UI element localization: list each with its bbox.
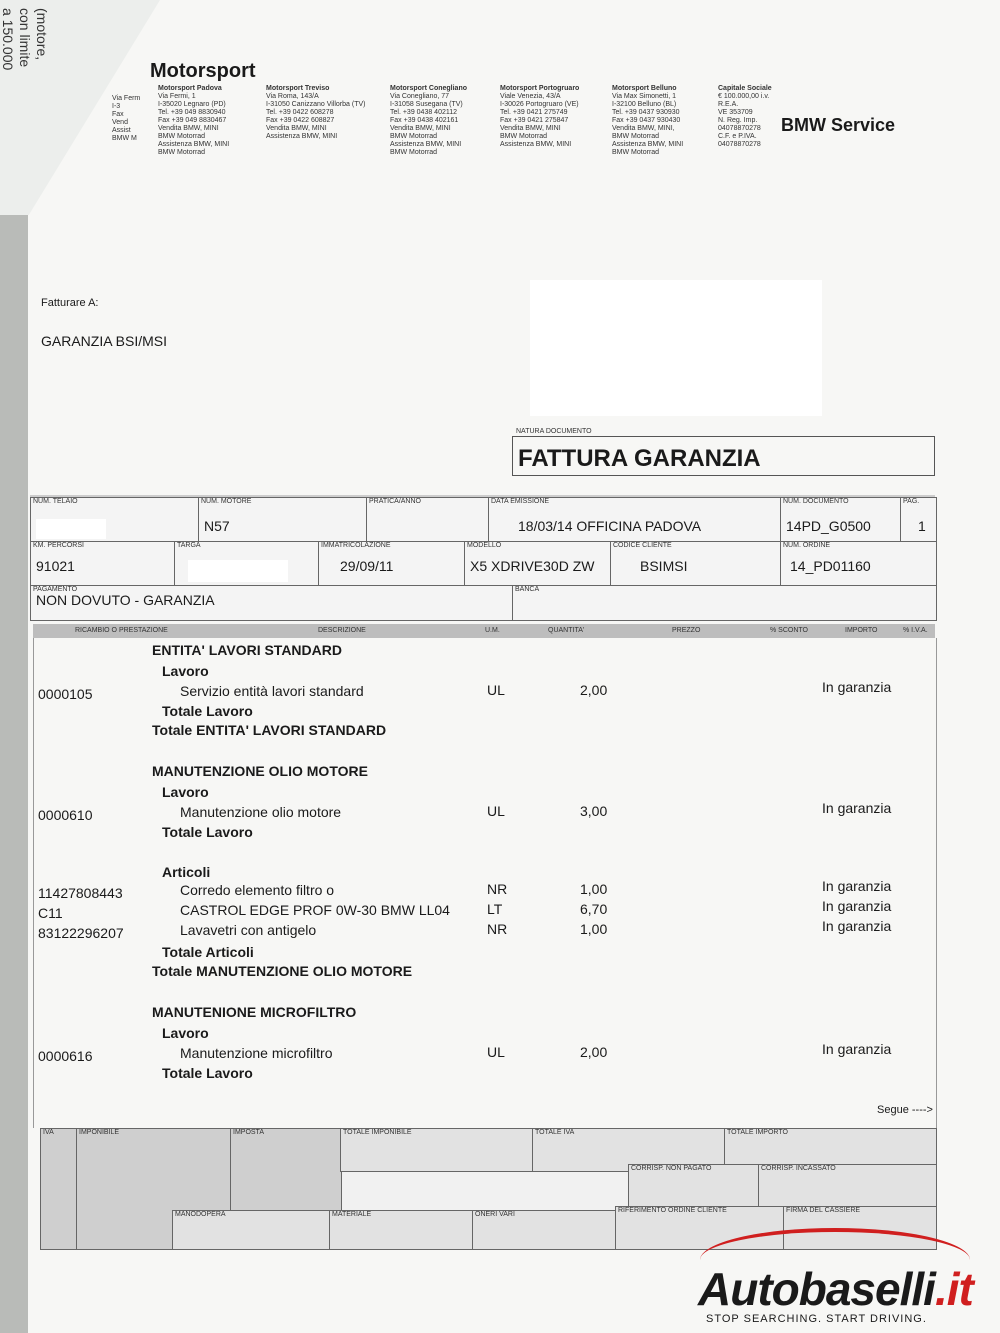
redacted-telaio [36, 519, 106, 539]
item-quantity: 2,00 [580, 682, 608, 698]
item-note: In garanzia [822, 679, 892, 695]
branch-line: Tel. +39 0438 402112 [390, 109, 458, 116]
footer-label-totale_importo: TOTALE IMPORTO [727, 1129, 788, 1136]
item-description: Manutenzione olio motore [180, 804, 342, 820]
item-quantity: 3,00 [580, 803, 608, 819]
column-header: DESCRIZIONE [318, 627, 366, 634]
field-value-codcliente: BSIMSI [640, 558, 688, 574]
footer-label-imponibile: IMPONIBILE [79, 1129, 120, 1136]
branch-line: € 100.000,00 i.v. [718, 93, 770, 100]
branch-line: Tel. +39 0421 275749 [500, 109, 568, 116]
column-header: QUANTITA' [548, 627, 585, 634]
footer-label-iva: IVA [43, 1129, 54, 1136]
item-unit: NR [487, 921, 508, 937]
subsection-heading: Lavoro [162, 1025, 209, 1041]
branch-line: Vendita BMW, MINI [390, 125, 451, 132]
field-label-numordine: NUM. ORDINE [783, 542, 831, 549]
item-quantity: 2,00 [580, 1044, 608, 1060]
field-value-data: 18/03/14 OFFICINA PADOVA [518, 518, 702, 534]
branch-line: BMW Motorrad [158, 149, 206, 156]
branch-line: Vend [112, 119, 128, 126]
branch-line: Via Max Simonetti, 1 [612, 93, 677, 100]
field-label-telaio: NUM. TELAIO [33, 498, 78, 505]
footer-label-corrisp_incassato: CORRISP. INCASSATO [761, 1165, 836, 1172]
footer-label-oneri_vari: ONERI VARI [475, 1211, 515, 1218]
branch-name: Motorsport Treviso [266, 85, 330, 92]
item-quantity: 1,00 [580, 881, 608, 897]
footer-label-imposta: IMPOSTA [233, 1129, 264, 1136]
field-label-pag: PAG. [903, 498, 920, 505]
branch-column [390, 85, 500, 157]
item-code: C11 [38, 905, 63, 921]
section-heading: ENTITA' LAVORI STANDARD [152, 642, 342, 658]
branch-line: Assistenza BMW, MINI [500, 141, 572, 148]
redacted-address [530, 280, 822, 416]
document-type: FATTURA GARANZIA [518, 445, 761, 472]
bmw-service-label: BMW Service [781, 115, 896, 135]
branch-line: N. Reg. Imp. [718, 117, 758, 124]
branch-line: BMW Motorrad [500, 133, 548, 140]
branch-line: Fax +39 0421 275847 [500, 117, 569, 124]
item-code: 0000610 [38, 807, 93, 823]
branch-line: C.F. e P.IVA. [718, 133, 757, 140]
field-value-pag: 1 [918, 518, 926, 534]
branch-line: Vendita BMW, MINI [158, 125, 219, 132]
item-description: Lavavetri con antigelo [180, 922, 317, 938]
branch-line: Fax +39 0437 930430 [612, 117, 681, 124]
column-header: IMPORTO [845, 627, 878, 634]
item-code: 0000105 [38, 686, 93, 702]
branch-line: I-31050 Canizzano Villorba (TV) [266, 101, 366, 108]
section-heading: Totale ENTITA' LAVORI STANDARD [152, 722, 387, 738]
branch-line: 04078870278 [718, 141, 761, 148]
subsection-heading: Totale Articoli [162, 944, 254, 960]
item-unit: LT [487, 901, 503, 917]
column-header: PREZZO [672, 627, 701, 634]
field-value-km: 91021 [36, 558, 75, 574]
field-banca [512, 585, 937, 621]
item-code: 11427808443 [38, 885, 123, 901]
watermark-name: Autobaselli [698, 1263, 935, 1315]
document-type-label: NATURA DOCUMENTO [516, 428, 592, 435]
item-code: 0000616 [38, 1048, 93, 1064]
branch-line: I-35020 Legnaro (PD) [158, 101, 226, 108]
field-label-motore: NUM. MOTORE [201, 498, 252, 505]
footer-label-totale_iva: TOTALE IVA [535, 1129, 575, 1136]
column-header: U.M. [485, 627, 500, 634]
branch-line: Vendita BMW, MINI [266, 125, 327, 132]
item-note: In garanzia [822, 878, 892, 894]
subsection-heading: Totale Lavoro [162, 703, 253, 719]
branch-name: Capitale Sociale [718, 85, 772, 92]
fold-text-line: a 150.000 [0, 8, 16, 71]
bill-to-label: Fatturare A: [41, 297, 99, 309]
item-description: Servizio entità lavori standard [180, 683, 364, 699]
item-unit: UL [487, 803, 505, 819]
item-unit: UL [487, 1044, 505, 1060]
branch-line: Vendita BMW, MINI [500, 125, 561, 132]
item-quantity: 6,70 [580, 901, 608, 917]
branch-line: Via Conegliano, 77 [390, 93, 450, 100]
branch-line: 04078870278 [718, 125, 761, 132]
branch-line: BMW Motorrad [612, 133, 660, 140]
subsection-heading: Articoli [162, 864, 211, 880]
branch-line: Tel. +39 0437 930930 [612, 109, 680, 116]
footer-label-manodopera: MANODOPERA [175, 1211, 226, 1218]
column-header: RICAMBIO O PRESTAZIONE [75, 627, 168, 634]
field-value-pagamento: NON DOVUTO - GARANZIA [36, 592, 215, 608]
item-note: In garanzia [822, 898, 892, 914]
field-label-pagamento: PAGAMENTO [33, 586, 78, 593]
branch-line: BMW Motorrad [612, 149, 660, 156]
branch-line: BMW Motorrad [158, 133, 206, 140]
branch-line: I-30026 Portogruaro (VE) [500, 101, 579, 108]
redacted-targa [188, 560, 288, 582]
branch-column [718, 85, 828, 149]
watermark-logo [698, 1262, 973, 1316]
branch-line: R.E.A. [718, 101, 739, 108]
branch-line: I-3 [112, 103, 121, 110]
bill-to-name: GARANZIA BSI/MSI [41, 333, 168, 349]
fold-text-line: (motore, [34, 8, 50, 61]
branch-line: Fax [112, 111, 124, 118]
branch-line: Via Roma, 143/A [266, 93, 319, 100]
item-note: In garanzia [822, 800, 892, 816]
field-label-km: KM. PERCORSI [33, 542, 84, 549]
field-label-banca: BANCA [515, 586, 540, 593]
branch-name: Motorsport Portogruaro [500, 85, 580, 92]
branch-column [612, 85, 722, 157]
item-code: 83122296207 [38, 925, 124, 941]
field-label-modello: MODELLO [467, 542, 502, 549]
branch-line: Viale Venezia, 43/A [500, 93, 561, 100]
watermark-tld: .it [934, 1263, 973, 1315]
footer-cell-iva [40, 1128, 78, 1250]
subsection-heading: Totale Lavoro [162, 824, 253, 840]
branch-line: Via Ferm [112, 95, 141, 102]
footer-label-rif_ordine: RIFERIMENTO ORDINE CLIENTE [618, 1207, 727, 1214]
partial-branch-block [112, 95, 152, 143]
segue-label: Segue ----> [877, 1104, 933, 1116]
subsection-heading: Lavoro [162, 784, 209, 800]
branch-line: Tel. +39 0422 608278 [266, 109, 334, 116]
branch-column [500, 85, 610, 149]
column-header: % SCONTO [770, 627, 808, 634]
branch-name: Motorsport Padova [158, 85, 222, 92]
subsection-heading: Lavoro [162, 663, 209, 679]
field-label-data: DATA EMISSIONE [491, 498, 550, 505]
branch-line: Vendita BMW, MINI, [612, 125, 675, 132]
branch-line: Via Fermi, 1 [158, 93, 196, 100]
branch-line: Assistenza BMW, MINI [390, 141, 462, 148]
fold-text-line: con limite [17, 8, 33, 68]
field-value-motore: N57 [204, 518, 230, 534]
column-header: % I.V.A. [903, 627, 928, 634]
footer-label-materiale: MATERIALE [332, 1211, 372, 1218]
branch-line: I-31058 Susegana (TV) [390, 101, 463, 108]
branch-line: Assistenza BMW, MINI [158, 141, 230, 148]
branch-line: Assistenza BMW, MINI [266, 133, 338, 140]
section-heading: Totale MANUTENZIONE OLIO MOTORE [152, 963, 413, 979]
footer-label-firma: FIRMA DEL CASSIERE [786, 1207, 861, 1214]
branch-line: VE 353709 [718, 109, 753, 116]
field-label-targa: TARGA [177, 542, 201, 549]
field-label-numdoc: NUM. DOCUMENTO [783, 498, 849, 505]
field-label-codcliente: CODICE CLIENTE [613, 542, 672, 549]
item-note: In garanzia [822, 1041, 892, 1057]
item-description: CASTROL EDGE PROF 0W-30 BMW LL04 [180, 902, 450, 918]
item-note: In garanzia [822, 918, 892, 934]
footer-label-corrisp_non_pagato: CORRISP. NON PAGATO [631, 1165, 712, 1172]
section-heading: MANUTENZIONE OLIO MOTORE [152, 763, 368, 779]
brand-name: Motorsport [150, 60, 256, 82]
branch-line: Fax +39 0422 608827 [266, 117, 335, 124]
field-label-immatricolazione: IMMATRICOLAZIONE [321, 542, 391, 549]
branch-line: Assist [112, 127, 131, 134]
section-heading: MANUTENIONE MICROFILTRO [152, 1004, 357, 1020]
branch-line: I-32100 Belluno (BL) [612, 101, 677, 108]
field-label-pratica: PRATICA/ANNO [369, 498, 421, 505]
branch-line: BMW Motorrad [390, 149, 438, 156]
item-description: Corredo elemento filtro o [180, 882, 335, 898]
branch-name: Motorsport Conegliano [390, 85, 467, 92]
field-value-modello: X5 XDRIVE30D ZW [470, 558, 595, 574]
field-value-immatricolazione: 29/09/11 [340, 558, 394, 574]
branch-column [158, 85, 268, 157]
footer-label-totale_imponibile: TOTALE IMPONIBILE [343, 1129, 412, 1136]
branch-line: Fax +39 0438 402161 [390, 117, 459, 124]
branch-line: BMW M [112, 135, 137, 142]
branch-column [266, 85, 376, 141]
item-unit: UL [487, 682, 505, 698]
field-value-numordine: 14_PD01160 [790, 558, 871, 574]
branch-line: Assistenza BMW, MINI [612, 141, 684, 148]
watermark-tagline: STOP SEARCHING. START DRIVING. [706, 1313, 927, 1325]
item-description: Manutenzione microfiltro [180, 1045, 333, 1061]
subsection-heading: Totale Lavoro [162, 1065, 253, 1081]
item-quantity: 1,00 [580, 921, 608, 937]
branch-name: Motorsport Belluno [612, 85, 677, 92]
branch-line: BMW Motorrad [390, 133, 438, 140]
field-value-numdoc: 14PD_G0500 [786, 518, 871, 534]
item-unit: NR [487, 881, 508, 897]
branch-line: Fax +39 049 8830467 [158, 117, 227, 124]
branch-line: Tel. +39 049 8830940 [158, 109, 226, 116]
